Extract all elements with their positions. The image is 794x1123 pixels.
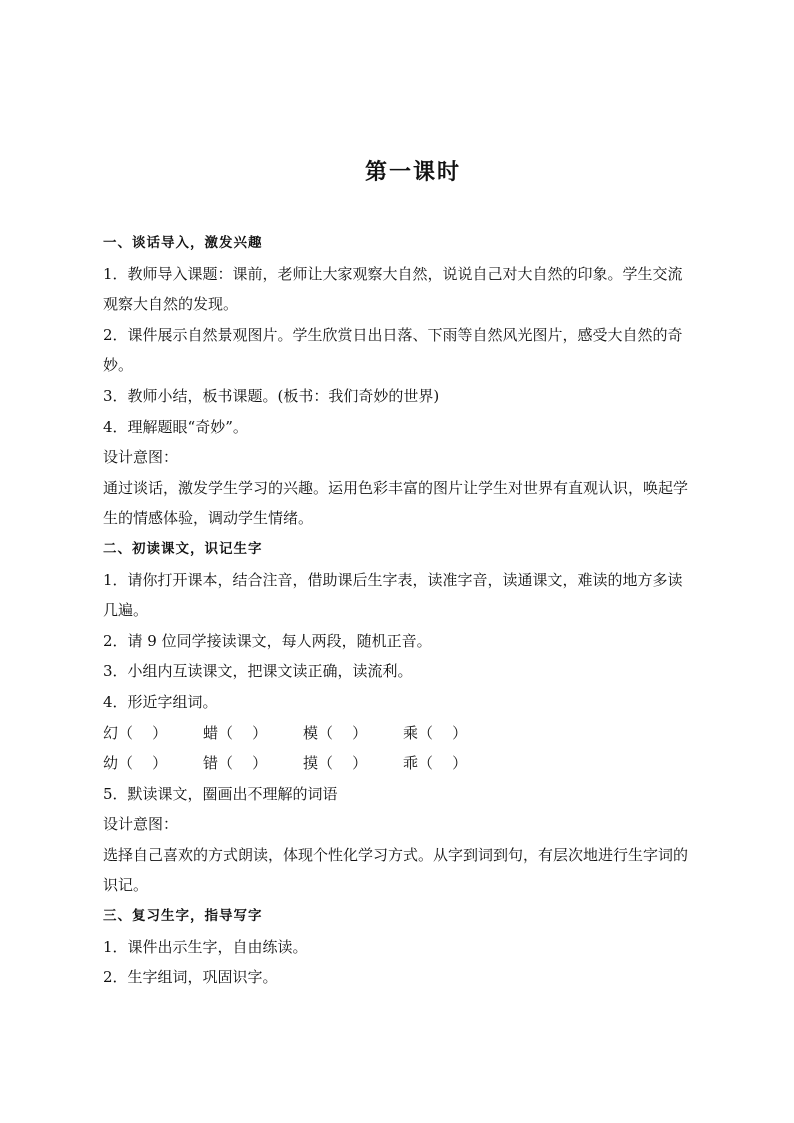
- word-cell: 模（ ）: [303, 723, 368, 742]
- design-text: 选择自己喜欢的方式朗读，体现个性化学习方式。从字到词到句，有层次地进行生字词的: [103, 845, 689, 864]
- item-text: 4．形近字组词。: [103, 692, 218, 711]
- design-text: 通过谈话，激发学生学习的兴趣。运用色彩丰富的图片让学生对世界有直观认识，唤起学: [103, 478, 689, 497]
- page-title: 第一课时: [364, 160, 461, 185]
- list-item: [103, 779, 723, 810]
- item-text: 几遍。: [103, 601, 149, 620]
- list-item: [103, 259, 723, 290]
- word-cell: 摸（ ）: [303, 754, 368, 773]
- list-item: [103, 962, 723, 993]
- item-text: 2．生字组词，巩固识字。: [103, 968, 278, 987]
- design-intent-label: [103, 809, 723, 840]
- list-item: [103, 626, 723, 657]
- item-text: 4．理解题眼“奇妙”。: [103, 417, 248, 436]
- design-text: 识记。: [103, 876, 149, 895]
- item-text: 1．教师导入课题：课前，老师让大家观察大自然，说说自己对大自然的印象。学生交流: [103, 264, 683, 283]
- item-text: 3．小组内互读课文，把课文读正确，读流利。: [103, 662, 413, 681]
- design-intent-text-continuation: [103, 503, 723, 534]
- item-text: 2．请 9 位同学接读课文，每人两段，随机正音。: [103, 631, 432, 650]
- list-item: [103, 320, 723, 351]
- list-item: [103, 656, 723, 687]
- design-intent-label: [103, 442, 723, 473]
- design-intent-text: [103, 473, 723, 504]
- list-item: [103, 381, 723, 412]
- design-label: 设计意图：: [103, 815, 179, 834]
- list-item-continuation: [103, 595, 723, 626]
- design-intent-text-continuation: [103, 870, 723, 901]
- list-item: [103, 932, 723, 963]
- word-cell: 幼（ ）: [103, 754, 168, 773]
- word-cell: 乘（ ）: [403, 723, 468, 742]
- list-item-continuation: [103, 289, 723, 320]
- word-cell: 幻（ ）: [103, 723, 168, 742]
- word-row: [103, 748, 723, 779]
- list-item: [103, 412, 723, 443]
- list-item-continuation: [103, 350, 723, 381]
- item-text: 1．请你打开课本，结合注音，借助课后生字表，读准字音，读通课文，难读的地方多读: [103, 570, 683, 589]
- word-cell: 蜡（ ）: [203, 723, 268, 742]
- design-intent-text: [103, 840, 723, 871]
- item-text: 2．课件展示自然景观图片。学生欣赏日出日落、下雨等自然风光图片，感受大自然的奇: [103, 325, 683, 344]
- word-cell: 乖（ ）: [403, 754, 468, 773]
- item-text: 1．课件出示生字，自由练读。: [103, 937, 308, 956]
- item-text: 妙。: [103, 356, 134, 375]
- design-text: 生的情感体验，调动学生情绪。: [103, 509, 314, 528]
- word-row: [103, 718, 723, 749]
- section-heading: 三、复习生字，指导写字: [103, 908, 263, 925]
- item-text: 观察大自然的发现。: [103, 295, 239, 314]
- list-item: [103, 565, 723, 596]
- section-heading: 一、谈话导入，激发兴趣: [103, 235, 263, 251]
- document-body: [103, 228, 723, 993]
- word-cell: 错（ ）: [203, 754, 268, 773]
- list-item: [103, 687, 723, 718]
- design-label: 设计意图：: [103, 448, 179, 467]
- section-heading: 二、初读课文，识记生字: [103, 540, 263, 557]
- item-text: 5．默读课文，圈画出不理解的词语: [103, 784, 338, 803]
- item-text: 3．教师小结，板书课题。(板书：我们奇妙的世界): [103, 386, 440, 405]
